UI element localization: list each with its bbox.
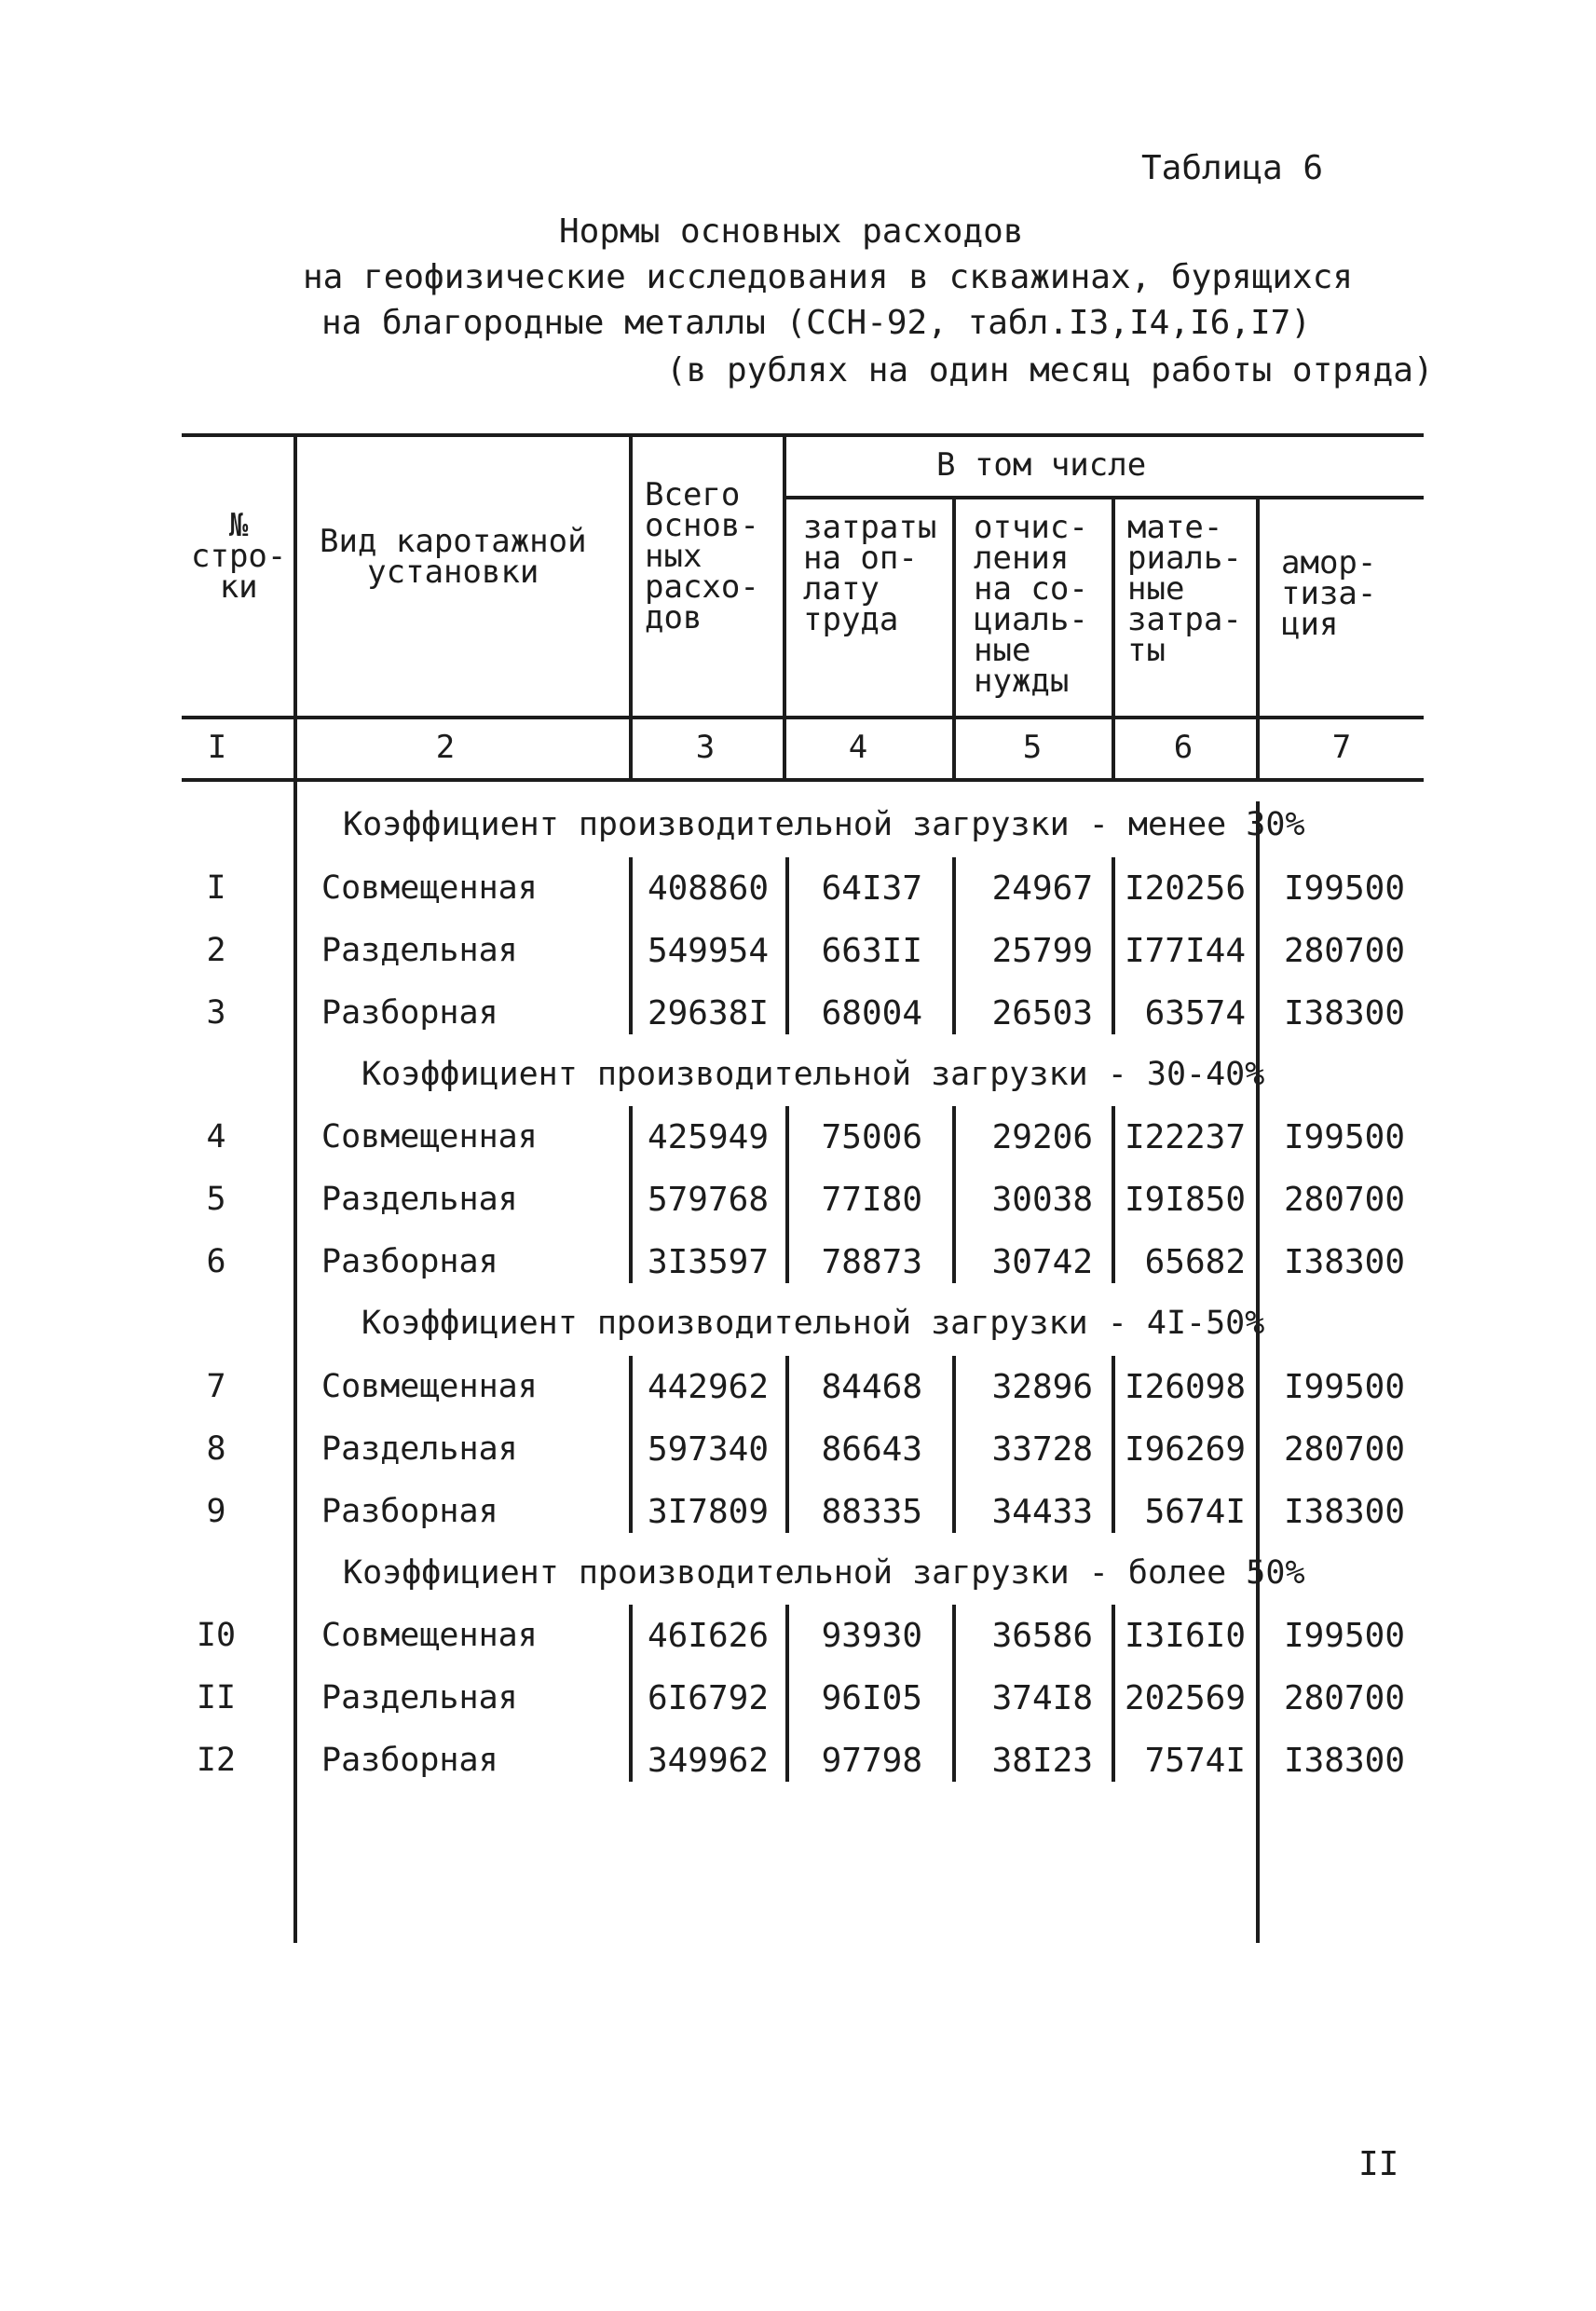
body-divider-total (629, 857, 633, 1034)
header-row-number: № стро- ки (191, 507, 287, 606)
body-divider-total (629, 1106, 633, 1283)
row-number: 6 (206, 1243, 226, 1280)
header-social: отчис- ления на со- циаль- ные нужды (974, 509, 1088, 700)
section-title: Коэффициент производительной загрузки - 30-40% (361, 1056, 1265, 1093)
table-top-rule (182, 433, 1424, 437)
total-cost: 408860 (647, 869, 769, 908)
header-installation-type: Вид каротажной установки (320, 523, 587, 591)
material-cost: 7574I (1144, 1742, 1246, 1780)
labor-cost: 97798 (821, 1742, 922, 1780)
section-title: Коэффициент производительной загрузки - 4I-50% (361, 1305, 1265, 1342)
body-divider-social (952, 1106, 956, 1283)
installation-type: Совмещенная (321, 869, 538, 907)
material-cost: 65682 (1144, 1243, 1246, 1281)
divider-after-rowno (293, 433, 297, 1943)
divider-after-total (783, 433, 786, 780)
labor-cost: 77I80 (821, 1181, 922, 1219)
page-number: II (1358, 2145, 1399, 2183)
labor-cost: 88335 (821, 1493, 922, 1531)
body-divider-social (952, 1605, 956, 1782)
amortization: I38300 (1283, 1243, 1405, 1281)
divider-after-social (1112, 496, 1115, 780)
row-number: 9 (206, 1493, 226, 1530)
column-numbers-rule (182, 778, 1424, 782)
row-number: I0 (196, 1617, 237, 1654)
material-cost: 5674I (1144, 1493, 1246, 1531)
section-title: Коэффициент производительной загрузки - более 50% (343, 1554, 1305, 1592)
material-cost: I26098 (1124, 1368, 1246, 1406)
row-number: 8 (206, 1430, 226, 1468)
material-cost: 63574 (1144, 994, 1246, 1032)
social-cost: 32896 (991, 1368, 1093, 1406)
material-cost: 202569 (1124, 1679, 1246, 1717)
body-divider-social (952, 857, 956, 1034)
units-note: (в рублях на один месяц работы отряда) (666, 351, 1434, 390)
installation-type: Разборная (321, 1742, 498, 1779)
header-group: В том числе (936, 446, 1147, 484)
body-divider-labor (785, 857, 789, 1034)
installation-type: Раздельная (321, 1181, 518, 1218)
title-line-1: Нормы основных расходов (559, 212, 1024, 251)
material-cost: I96269 (1124, 1430, 1246, 1469)
body-divider-total (629, 1605, 633, 1782)
subgroup-rule (783, 496, 1424, 499)
labor-cost: 78873 (821, 1243, 922, 1281)
material-cost: I77I44 (1124, 932, 1246, 970)
row-number: I2 (196, 1742, 237, 1779)
total-cost: 3I7809 (647, 1493, 769, 1531)
amortization: 280700 (1283, 1679, 1405, 1717)
material-cost: I20256 (1124, 869, 1246, 908)
column-number-2: 2 (435, 729, 456, 766)
social-cost: 25799 (991, 932, 1093, 970)
total-cost: 549954 (647, 932, 769, 970)
total-cost: 597340 (647, 1430, 769, 1469)
body-divider-social (952, 1356, 956, 1533)
divider-last-column (1256, 801, 1260, 1943)
total-cost: 29638I (647, 994, 769, 1032)
header-labor: затраты на оп- лату труда (803, 509, 937, 638)
total-cost: 425949 (647, 1118, 769, 1156)
column-number-7: 7 (1331, 729, 1352, 766)
social-cost: 30038 (991, 1181, 1093, 1219)
social-cost: 36586 (991, 1617, 1093, 1655)
row-number: 3 (206, 994, 226, 1032)
installation-type: Совмещенная (321, 1118, 538, 1156)
header-bottom-rule (182, 716, 1424, 719)
installation-type: Раздельная (321, 1679, 518, 1716)
social-cost: 26503 (991, 994, 1093, 1032)
amortization: I99500 (1283, 869, 1405, 908)
material-cost: I22237 (1124, 1118, 1246, 1156)
amortization: I38300 (1283, 994, 1405, 1032)
installation-type: Разборная (321, 994, 498, 1032)
installation-type: Совмещенная (321, 1368, 538, 1405)
installation-type: Разборная (321, 1493, 498, 1530)
labor-cost: 96I05 (821, 1679, 922, 1717)
column-number-5: 5 (1022, 729, 1043, 766)
column-number-1: I (207, 729, 227, 766)
column-number-4: 4 (848, 729, 868, 766)
social-cost: 29206 (991, 1118, 1093, 1156)
table-number: Таблица 6 (1141, 149, 1324, 187)
total-cost: 579768 (647, 1181, 769, 1219)
amortization: I99500 (1283, 1368, 1405, 1406)
total-cost: 46I626 (647, 1617, 769, 1655)
divider-after-material (1256, 496, 1260, 780)
divider-after-type (629, 433, 633, 780)
column-number-3: 3 (695, 729, 716, 766)
labor-cost: 86643 (821, 1430, 922, 1469)
installation-type: Раздельная (321, 1430, 518, 1468)
labor-cost: 663II (821, 932, 922, 970)
material-cost: I9I850 (1124, 1181, 1246, 1219)
body-divider-labor (785, 1106, 789, 1283)
row-number: 2 (206, 932, 226, 969)
installation-type: Раздельная (321, 932, 518, 969)
social-cost: 30742 (991, 1243, 1093, 1281)
amortization: 280700 (1283, 1181, 1405, 1219)
social-cost: 24967 (991, 869, 1093, 908)
header-material: мате- риаль- ные затра- ты (1127, 509, 1242, 669)
installation-type: Совмещенная (321, 1617, 538, 1654)
divider-after-labor (952, 496, 956, 780)
amortization: I99500 (1283, 1617, 1405, 1655)
installation-type: Разборная (321, 1243, 498, 1280)
body-divider-total (629, 1356, 633, 1533)
total-cost: 349962 (647, 1742, 769, 1780)
total-cost: 6I6792 (647, 1679, 769, 1717)
total-cost: 3I3597 (647, 1243, 769, 1281)
total-cost: 442962 (647, 1368, 769, 1406)
labor-cost: 93930 (821, 1617, 922, 1655)
title-line-2: на геофизические исследования в скважинах, бурящихся (303, 258, 1354, 296)
labor-cost: 64I37 (821, 869, 922, 908)
row-number: 7 (206, 1368, 226, 1405)
labor-cost: 68004 (821, 994, 922, 1032)
title-line-3: на благородные металлы (ССН-92, табл.I3,I4,I6,I7) (321, 304, 1312, 342)
material-cost: I3I6I0 (1124, 1617, 1246, 1655)
labor-cost: 84468 (821, 1368, 922, 1406)
labor-cost: 75006 (821, 1118, 922, 1156)
body-divider-labor (785, 1605, 789, 1782)
header-total: Всего основ- ных расхо- дов (645, 476, 759, 636)
section-title: Коэффициент производительной загрузки - менее 30% (343, 806, 1305, 843)
social-cost: 38I23 (991, 1742, 1093, 1780)
amortization: I99500 (1283, 1118, 1405, 1156)
amortization: I38300 (1283, 1742, 1405, 1780)
column-number-6: 6 (1173, 729, 1194, 766)
body-divider-labor (785, 1356, 789, 1533)
social-cost: 33728 (991, 1430, 1093, 1469)
amortization: I38300 (1283, 1493, 1405, 1531)
row-number: 5 (206, 1181, 226, 1218)
social-cost: 34433 (991, 1493, 1093, 1531)
amortization: 280700 (1283, 1430, 1405, 1469)
amortization: 280700 (1283, 932, 1405, 970)
row-number: II (196, 1679, 237, 1716)
row-number: I (206, 869, 226, 907)
header-amortization: амор- тиза- ция (1281, 544, 1377, 643)
row-number: 4 (206, 1118, 226, 1156)
social-cost: 374I8 (991, 1679, 1093, 1717)
